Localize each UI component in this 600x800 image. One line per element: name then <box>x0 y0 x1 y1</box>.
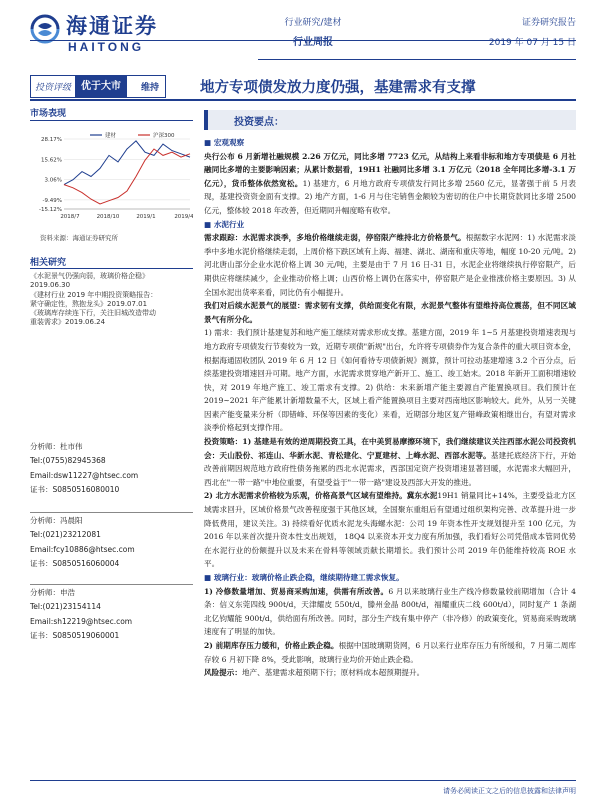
rating-box <box>30 75 166 98</box>
legend-label: 建材 <box>105 133 117 139</box>
logo-english: HAITONG <box>68 40 145 54</box>
logo-chinese: 海通证券 <box>66 13 158 38</box>
analyst-block-3 <box>30 586 195 643</box>
market-performance-rule <box>30 120 193 121</box>
section-heading <box>204 218 576 232</box>
paragraph-lead: 需求跟踪：水泥需求淡季，多地价格继续走弱，停窑限产维持北方价格景气。 <box>204 233 466 243</box>
x-tick-label: 2018/10 <box>96 214 120 220</box>
analyst-name: 分析师：冯晨阳 <box>30 516 83 525</box>
paragraph-lead: 2) 前期库存压力缓和，价格止跌企稳。 <box>204 640 339 650</box>
analyst-name: 分析师：杜市伟 <box>30 442 83 451</box>
y-tick-label: 28.17% <box>41 137 62 143</box>
series-line <box>64 149 190 204</box>
body-paragraph <box>204 489 576 571</box>
x-tick-label: 2018/7 <box>60 214 80 220</box>
analyst-cert: 证书：S0850516060004 <box>30 558 120 568</box>
paragraph-lead: 央行公布 6 月新增社融规模 2.26 万亿元，同比多增 7723 亿元，从结构上来看非标和地方专项债是 6 月社融同比多增的主要影响因素；从累计数据看，19H1 社融同比多增 3.1 万亿元（2018 全年同比多增-3.1 万亿元），货币整体依然宽松。 <box>204 151 576 188</box>
related-research-heading: 相关研究 <box>30 258 67 268</box>
related-research-rule <box>30 268 193 269</box>
paragraph-text: 19H1 销量同比+14%，主要受益北方区域需求回升，区域价格景气改善程度强于其他区域，全国聚东重组后有望通过组织架构完善、改革提升进一步降低费用，建议关注。3) 持续看好优质水泥龙头海螺水泥：公司 19 年资本性开支规划提升至 100 亿元，为 2016 年以来首次提升资本性支出规划， 18Q4 以来资本开支力度有所加强，我们看好公司凭借成本管同优势在水泥行业的份额提升以及未来在骨料等领域贡献长期增长。我们预计公司 2019 年仍能维持较高 ROE 水平。 <box>204 491 576 569</box>
analyst-tel: Tel:(021)23154114 <box>30 602 101 612</box>
report-title: 地方专项债发放力度仍强，基建需求有支撑 <box>200 79 476 96</box>
related-item[interactable]: 《水泥景气仍强向弱，玻璃价格企稳》 <box>30 272 149 280</box>
body-paragraph <box>204 150 576 218</box>
body-paragraph <box>204 585 576 639</box>
y-tick-label: -15.12% <box>39 207 62 213</box>
company-logo <box>28 10 188 60</box>
analyst-tel: Tel:(021)23212081 <box>30 530 101 540</box>
analyst-block-2 <box>30 514 195 571</box>
market-chart-svg <box>30 131 193 231</box>
related-item[interactable]: 《玻璃库存续连下行，关注旧城改造带动 <box>30 309 156 318</box>
y-tick-label: 15.62% <box>41 157 62 164</box>
market-chart <box>30 131 193 231</box>
analyst-email[interactable]: Email:dsw11227@htsec.com <box>30 470 139 480</box>
body-paragraph <box>204 639 576 666</box>
footer-divider <box>30 780 576 781</box>
bullet-icon: ■ <box>204 219 214 229</box>
paragraph-text: 根据数字水泥网：1) 水泥需求淡季中多地水泥价格继续走弱，上周价格下跌区域有上海、福建、湖北、湖南和重庆等地，幅度 10-20 元/吨。2) 河北唐山部分企业水泥价格上调 30 元/吨，主要是由于 7 月 16 日-31 日，水泥企业将继续执行停窑限产，后期供应将继续减少，企业推动价格上调；山西价格上调仍在落实中，停窑限产是企业推涨价格主要原因。3) 从全国水泥出货率来看，同比仍有小幅提升。 <box>204 233 576 297</box>
paragraph-lead: 我们对后续水泥景气的展望：需求韧有支撑，供给面变化有限，水泥景气整体有望维持高位震荡，但不同区域景气有所分化。 <box>204 301 576 324</box>
paragraph-lead: 风险提示： <box>204 668 242 678</box>
y-tick-label: 3.06% <box>44 177 62 184</box>
market-performance-heading: 市场表现 <box>30 109 67 119</box>
bullet-icon: ■ <box>204 138 214 147</box>
footer-disclaimer: 请务必阅读正文之后的信息披露和法律声明 <box>443 787 576 795</box>
rating-value: 优于大市 <box>75 76 127 97</box>
body-paragraph <box>204 299 576 326</box>
analyst-cert: 证书：S0850519060001 <box>30 630 120 640</box>
header-divider-lower <box>258 59 576 60</box>
paragraph-text: 根据中国玻璃期货网，6 月以来行业库存压力有所缓和，7 月第二周库存较 6 月初下降 8%，受此影响，玻璃行业均价开始止跌企稳。 <box>204 640 576 664</box>
paragraph-text: 1) 需求：我们预计基建复苏和地产施工继续对需求形成支撑。基建方面，2019 年 1~5 月基建投资增速表现与地方政府专项债发行节奏较为一致，近期专项债"新规"出台，允许将专项债券作为复合条件的重大项目资本金，根据海通固收团队 2019 年 6 月 12 日《如何看待专项债新规》测算，预计可拉动基建增速 3.2 个百分点，后续基建投资增速回升可期。地产方面，水泥需求贯穿地产新开工、施工、竣工始末。2018 年新开工面积增速较快，对 2019 年地产施工、竣工需求有支撑。2) 供给：未来新增产能主要源自产能置换项目。我们预计在 2019~2021 年产能累计新增数量不大，区域上看产能置换项目主要对西南地区影响较大。此外，从另一关键因素产能变量来分析（即错峰、环保等因素的变化）来看，近期部分地区复产错峰政策相继出台，有望对需求淡季价格起到支撑作用。 <box>204 328 576 433</box>
analyst-name: 分析师：申浩 <box>30 588 75 597</box>
body-paragraph <box>204 326 576 435</box>
header-divider <box>30 40 576 41</box>
x-tick-label: 2019/1 <box>136 214 156 220</box>
paragraph-lead: 1) 冷修数量增加、贸易商采购加速，供需有所改善。 <box>204 586 389 596</box>
section-heading-text: 玻璃行业：玻璃价格止跌企稳，继续期待建工需求恢复。 <box>213 573 404 582</box>
paragraph-lead: 2) 北方水泥需求价格较为乐观，价格高景气区域有望维持。冀东水泥 <box>204 491 438 501</box>
key-points-title: 投资要点： <box>234 117 284 128</box>
bullet-icon: ■ <box>204 573 214 582</box>
paragraph-text: 6 月以来玻璃行业生产线冷修数量较前期增加（合计 4 条：信义东莞四线 900t/d，天津耀皮 550t/d，滕州金晶 800t/d，福耀重庆二线 600t/d），同时复产 1 条湖北亿钧耀能 900t/d，供给面有所改善。同时，部分生产线有集中停产（非冷修）的政策变化，贸易商采购玻璃速度有了明显的加快。 <box>204 586 576 637</box>
analyst-email[interactable]: Email:sh12219@htsec.com <box>30 616 133 626</box>
series-line <box>64 141 190 185</box>
related-item-date: 重装需求》2019.06.24 <box>30 318 106 327</box>
section-heading-text: 宏观观察 <box>213 138 245 147</box>
report-label: 证券研究报告 <box>521 18 576 28</box>
legend-label: 沪深300 <box>153 133 175 139</box>
related-item-date: 紧守确定性，熬抱龙头》2019.07.01 <box>30 299 148 308</box>
paragraph-lead: 投资策略：1) 基建是有效的逆周期投资工具，在中美贸易摩擦环境下，我们继续建议关注西部水泥公司投资机会：天山股份、祁连山、华新水泥、青松建化、宁夏建材、上峰水泥、西部水泥等。 <box>204 437 576 460</box>
section-heading <box>204 136 576 150</box>
rating-label: 投资评级 <box>35 83 72 93</box>
related-item-date: 2019.06.30 <box>30 281 71 290</box>
analyst-divider <box>30 512 193 513</box>
chart-source: 资料来源：海通证券研究所 <box>40 234 118 242</box>
paragraph-text: 地产、基建需求超预期下行；原材料成本超预期提升。 <box>241 668 425 678</box>
body-paragraph <box>204 435 576 489</box>
related-research-list <box>30 272 195 328</box>
related-item[interactable]: 《建材行业 2019 年中期投资策略报告： <box>30 290 158 299</box>
x-tick-label: 2019/4 <box>174 214 193 220</box>
body-paragraph <box>204 231 576 299</box>
paragraph-text: 1) 基建方，6 月地方政府专项债发行同比多增 2560 亿元，显著强于前 5 月表现，基建投资资金面有支撑。2) 地产方面，1-6 月与住宅销售金额较为密切的住户中长期贷款同比多增 2500 亿元，整体较 2018 年改善，但近期同升幅度略有收窄。 <box>204 178 577 215</box>
analyst-tel: Tel:(0755)82945368 <box>30 456 106 466</box>
report-type: 行业周报 <box>293 37 333 48</box>
analyst-email[interactable]: Email:fcy10886@htsec.com <box>30 544 135 554</box>
body-paragraph <box>204 666 576 680</box>
paragraph-text: 基建托底经济下行，开始改善前期因规范地方政府性债务拖累的西北水泥需求，西部国定资产投资增速显著回暖，水泥需求大幅回升，西北在"一带一路"中地位重要，有望受益于"一带一路"建设及西部大开发的推进。 <box>204 450 577 487</box>
analyst-divider <box>30 584 193 585</box>
report-date: 2019 年 07 月 15 日 <box>488 38 576 48</box>
section-heading-text: 水泥行业 <box>213 219 245 229</box>
title-divider <box>30 99 576 101</box>
key-points-body <box>204 136 576 680</box>
rating-hold: 维持 <box>141 83 160 93</box>
analyst-block-1 <box>30 440 195 497</box>
y-tick-label: -9.49% <box>42 197 62 204</box>
header-center <box>258 17 368 51</box>
section-heading <box>204 571 576 585</box>
header-right <box>489 17 576 51</box>
report-category: 行业研究/建材 <box>284 18 342 28</box>
analyst-cert: 证书：S0850516080010 <box>30 484 120 494</box>
